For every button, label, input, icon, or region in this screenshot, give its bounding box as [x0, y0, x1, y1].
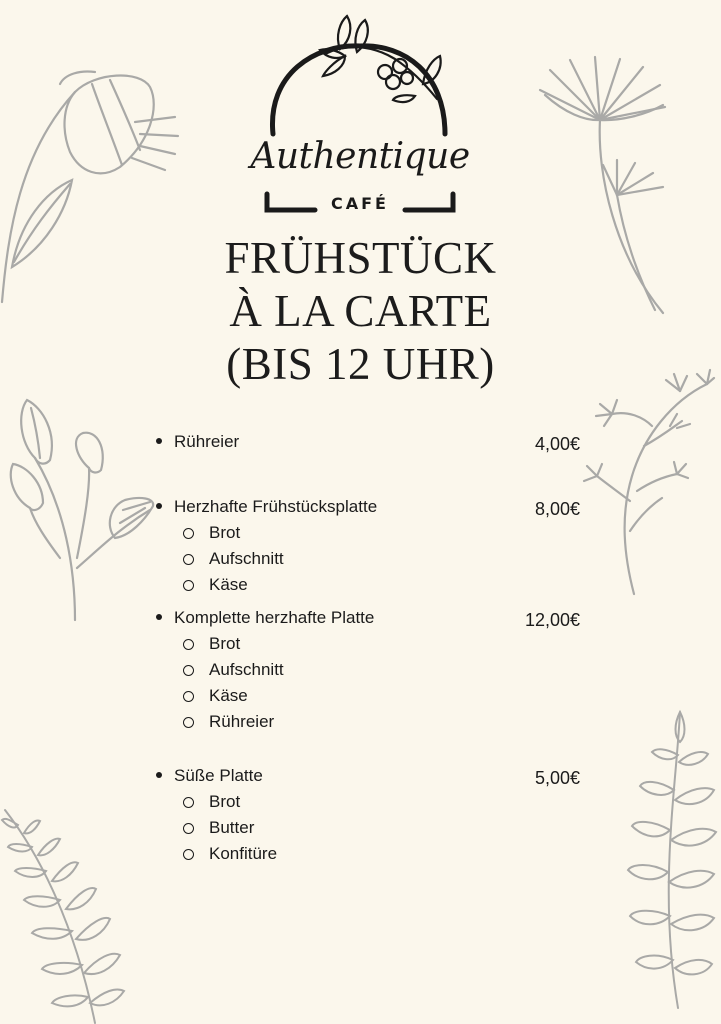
fern-icon	[0, 805, 130, 1024]
circle-bullet-icon	[183, 849, 194, 860]
title-line-2: À LA CARTE	[229, 286, 492, 336]
sub-item-name: Käse	[209, 686, 248, 705]
title-line-3: (BIS 12 UHR)	[226, 339, 495, 389]
circle-bullet-icon	[183, 528, 194, 539]
menu-list	[156, 428, 586, 868]
menu-item	[156, 604, 586, 736]
circle-bullet-icon	[183, 580, 194, 591]
brand-name: Authentique	[250, 136, 470, 177]
bullet-icon	[156, 772, 162, 778]
title-line-1: FRÜHSTÜCK	[224, 233, 497, 283]
sub-item-name: Butter	[209, 818, 255, 837]
sub-item	[156, 547, 586, 573]
sub-item-name: Aufschnitt	[209, 660, 284, 679]
sub-item	[156, 842, 586, 868]
bullet-icon	[156, 438, 162, 444]
sub-item	[156, 658, 586, 684]
circle-bullet-icon	[183, 797, 194, 808]
sub-item	[156, 632, 586, 658]
brand-subtitle: CAFÉ	[331, 194, 389, 213]
menu-item	[156, 428, 586, 456]
menu-item	[156, 762, 586, 868]
cafe-logo	[245, 14, 475, 219]
circle-bullet-icon	[183, 717, 194, 728]
menu-item	[156, 493, 586, 599]
sub-item	[156, 684, 586, 710]
sub-item-name: Rühreier	[209, 712, 275, 731]
sub-item	[156, 573, 586, 599]
page-title	[150, 232, 571, 391]
menu-item-name: Komplette herzhafte Platte	[174, 608, 375, 627]
bullet-icon	[156, 614, 162, 620]
circle-bullet-icon	[183, 639, 194, 650]
menu-item-name: Süße Platte	[174, 766, 263, 785]
circle-bullet-icon	[183, 823, 194, 834]
sub-item-name: Brot	[209, 523, 241, 542]
sub-item-name: Brot	[209, 792, 241, 811]
menu-item-price: 12,00€	[524, 610, 580, 630]
menu-item-price: 5,00€	[534, 768, 580, 788]
circle-bullet-icon	[183, 665, 194, 676]
menu-item-price: 8,00€	[534, 499, 580, 519]
sub-item	[156, 790, 586, 816]
logo-arch-icon	[245, 14, 475, 219]
sub-item-name: Konfitüre	[209, 844, 278, 863]
menu-item-name: Rühreier	[174, 432, 240, 451]
sub-item	[156, 710, 586, 736]
sub-item-name: Aufschnitt	[209, 549, 284, 568]
circle-bullet-icon	[183, 691, 194, 702]
tulip-buds-icon	[5, 398, 160, 623]
bullet-icon	[156, 503, 162, 509]
sub-item-name: Käse	[209, 575, 248, 594]
sub-item	[156, 816, 586, 842]
sub-item-name: Brot	[209, 634, 241, 653]
circle-bullet-icon	[183, 554, 194, 565]
sub-item	[156, 521, 586, 547]
menu-item-name: Herzhafte Frühstücksplatte	[174, 497, 378, 516]
menu-item-price: 4,00€	[534, 434, 580, 454]
wildflower-icon	[582, 366, 717, 596]
fern-icon	[618, 710, 721, 1010]
